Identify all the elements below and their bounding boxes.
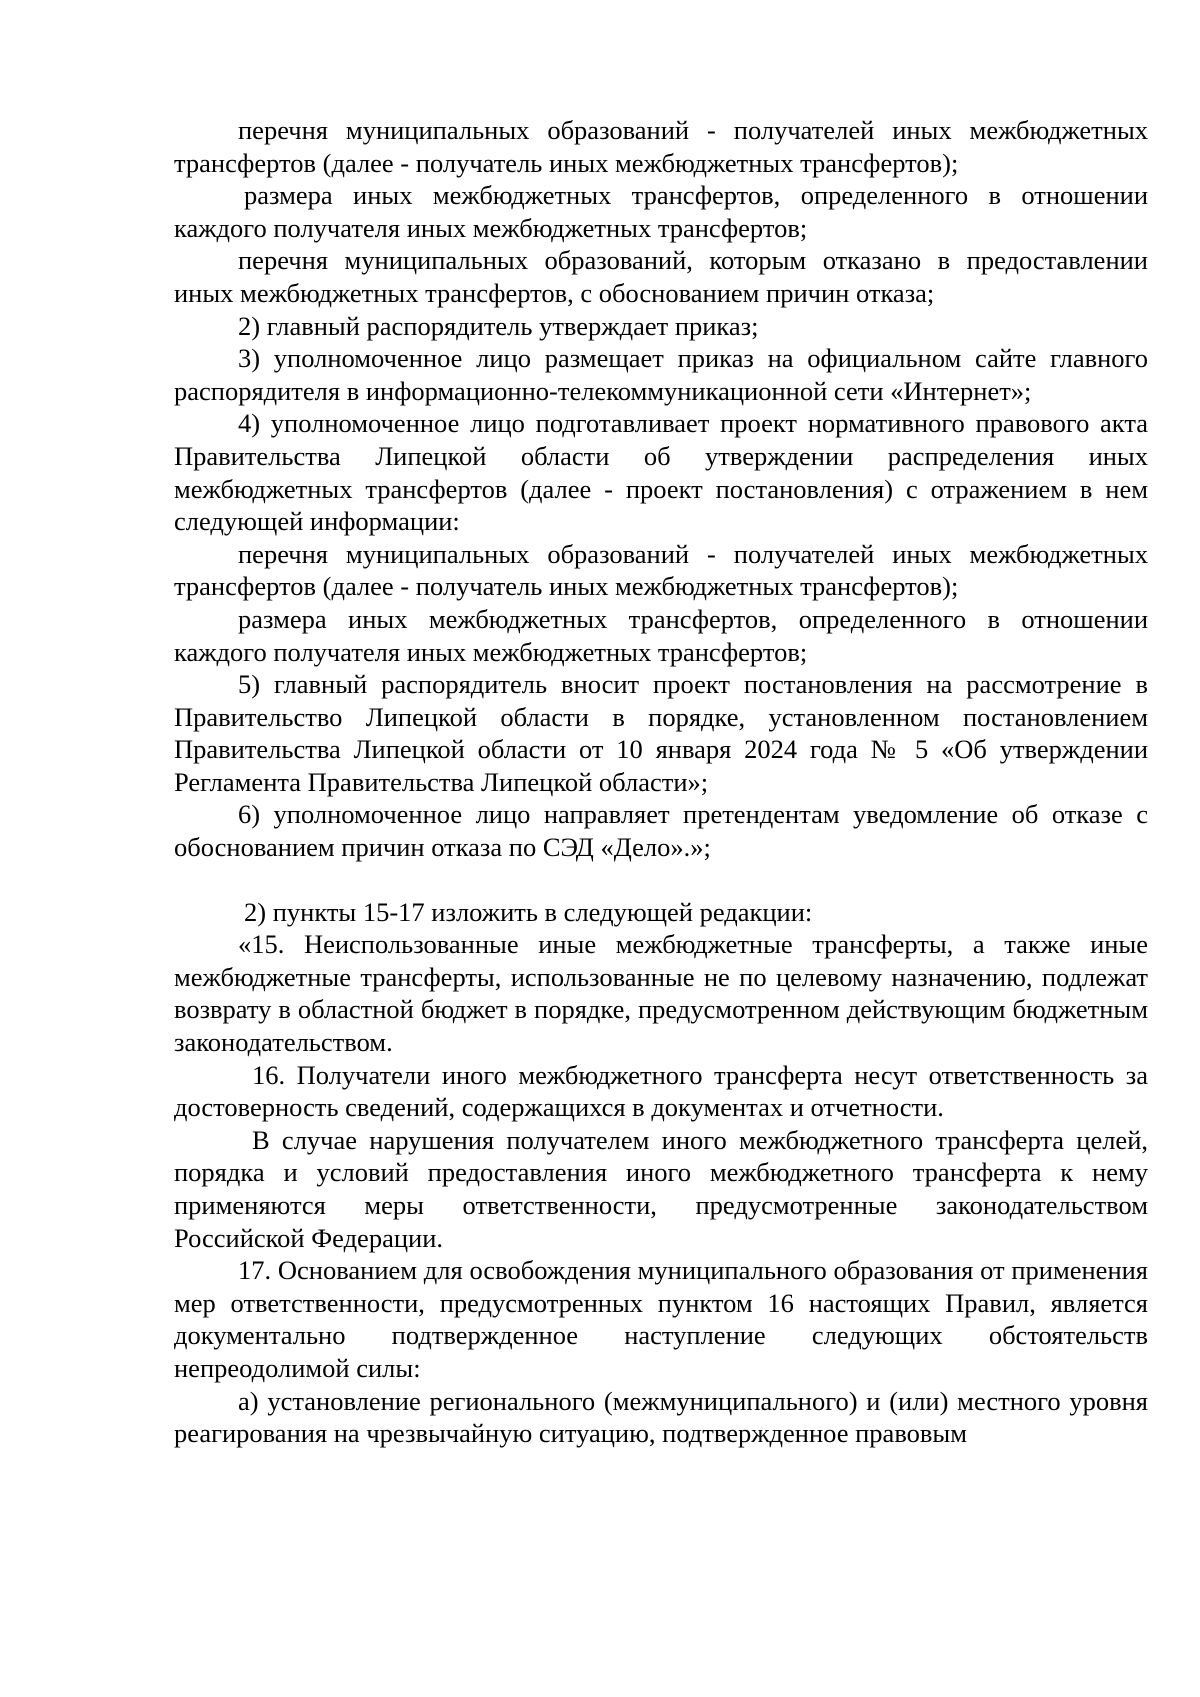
paragraph-list-recipients: перечня муниципальных образований - получателей иных межбюджетных трансфертов (далее - получатель иных межбюджетных трансфертов); [174,115,1148,178]
paragraph-transfer-amount-2: размера иных межбюджетных трансфертов, определенного в отношении каждого получателя иных межбюджетных трансфертов; [174,603,1148,667]
paragraph-item-5: 5) главный распорядитель вносит проект постановления на рассмотрение в Правительство Липецкой области в порядке, установленном постановлением Правительства Липецкой области от 10 января 2024 года № 5 «Об утверждении Регламента Правительства Липецкой области»; [174,669,1148,797]
paragraph-subclause-a: а) установление регионального (межмуниципального) и (или) местного уровня реагирования на чрезвычайную ситуацию, подтвержденное правовым [174,1385,1148,1449]
paragraph-item-6: 6) уполномоченное лицо направляет претендентам уведомление об отказе с обоснованием причин отказа по СЭД «Дело».»; [174,799,1148,863]
paragraph-clause-15: «15. Неиспользованные иные межбюджетные трансферты, а также иные межбюджетные трансферты, использованные не по целевому назначению, подлежат возврату в областной бюджет в порядке, предусмотренном действующим бюджетным законодательством. [174,929,1148,1058]
paragraph-refused-list: перечня муниципальных образований, которым отказано в предоставлении иных межбюджетных трансфертов, с обоснованием причин отказа; [174,245,1148,308]
paragraph-item-3: 3) уполномоченное лицо размещает приказ на официальном сайте главного распорядителя в информационно-телекоммуникационной сети «Интернет»; [174,343,1148,406]
paragraph-item-2: 2) главный распорядитель утверждает приказ; [238,310,759,341]
paragraph-clause-16: 16. Получатели иного межбюджетного трансферта несут ответственность за достоверность сведений, содержащихся в документах и отчетности. [174,1059,1148,1123]
paragraph-item-4: 4) уполномоченное лицо подготавливает проект нормативного правового акта Правительства Липецкой области об утверждении распределения иных межбюджетных трансфертов (далее - проект постановления) с отражением в нем следующей информации: [174,408,1148,537]
paragraph-violation: В случае нарушения получателем иного межбюджетного трансферта целей, порядка и условий предоставления иного межбюджетного трансферта к нему применяются меры ответственности, предусмотренные законодательством Российской Федерации. [174,1124,1148,1253]
document-body [174,114,1148,1450]
paragraph-clause-17: 17. Основанием для освобождения муниципального образования от применения мер ответственности, предусмотренных пунктом 16 настоящих Правил, является документально подтвержденное наступление следующих обстоятельств непреодолимой силы: [174,1255,1148,1383]
paragraph-list-recipients-2: перечня муниципальных образований - получателей иных межбюджетных трансфертов (далее - получатель иных межбюджетных трансфертов); [174,538,1148,602]
paragraph-amendment-15-17: 2) пункты 15-17 изложить в следующей редакции: [244,896,813,927]
paragraph-transfer-amount: размера иных межбюджетных трансфертов, определенного в отношении каждого получателя иных межбюджетных трансфертов; [174,180,1148,243]
